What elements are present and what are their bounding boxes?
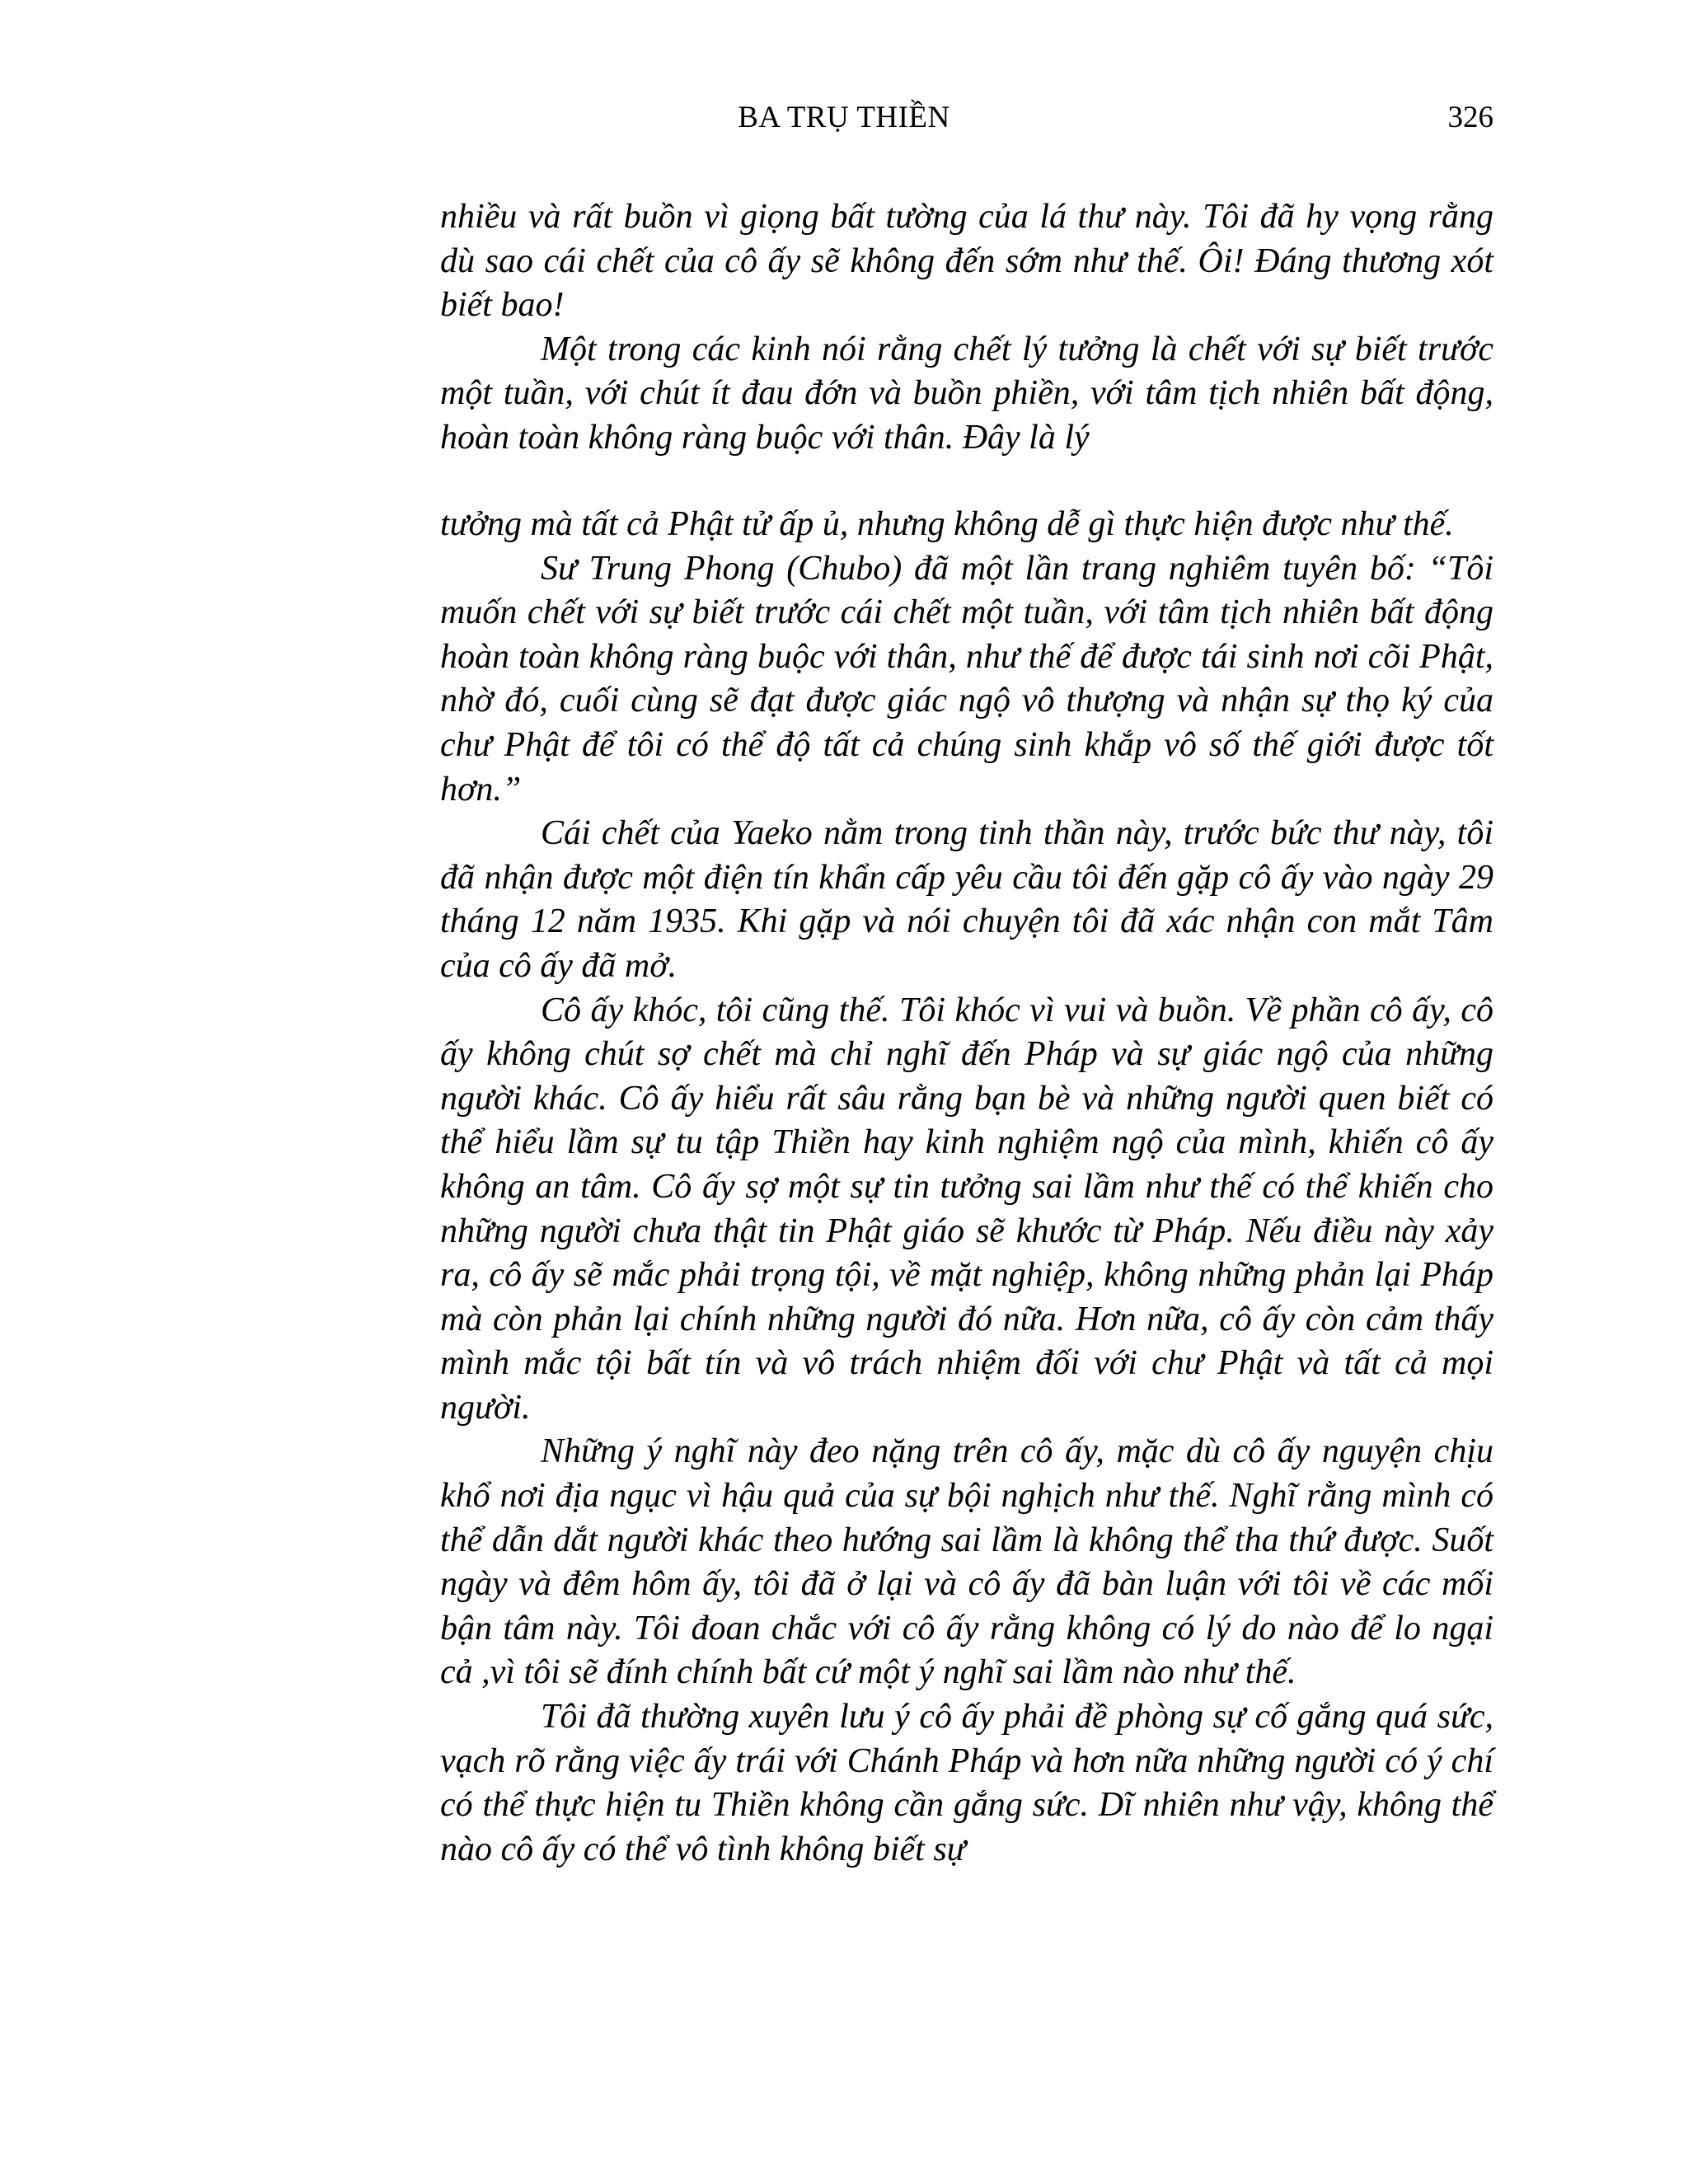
paragraph: Một trong các kinh nói rằng chết lý tưởng là chết với sự biết trước một tuần, với chút ít đau đớn và buồn phiền, với tâm tịch nhiên bất động, hoàn toàn không ràng buộc với thân. Đây là lý [440,330,1493,457]
paragraph: Cái chết của Yaeko nằm trong tinh thần này, trước bức thư này, tôi đã nhận được một điện tín khẩn cấp yêu cầu tôi đến gặp cô ấy vào ngày 29 tháng 12 năm 1935. Khi gặp và nói chuyện tôi đã xác nhận con mắt Tâm của cô ấy đã mở. [440,814,1493,985]
running-header-title: BA TRỤ THIỀN [738,101,950,134]
page-number: 326 [1447,101,1493,134]
paragraph: tưởng mà tất cả Phật tử ấp ủ, nhưng không dễ gì thực hiện được như thế. [440,505,1454,543]
paragraph: Sư Trung Phong (Chubo) đã một lần trang nghiêm tuyên bố: “Tôi muốn chết với sự biết trước cái chết một tuần, với tâm tịch nhiên bất động hoàn toàn không ràng buộc với thân, như thế để được tái sinh nơi cõi Phật, nhờ đó, cuối cùng sẽ đạt được giác ngộ vô thượng và nhận sự thọ ký của chư Phật để tôi có thể độ tất cả chúng sinh khắp vô số thế giới được tốt hơn.” [440,549,1493,808]
text-block-top [440,195,1493,461]
paragraph: Những ý nghĩ này đeo nặng trên cô ấy, mặc dù cô ấy nguyện chịu khổ nơi địa ngục vì hậu quả của sự bội nghịch như thế. Nghĩ rằng mình có thể dẫn dắt người khác theo hướng sai lầm là không thể tha thứ được. Suốt ngày và đêm hôm ấy, tôi đã ở lại và cô ấy đã bàn luận với tôi về các mối bận tâm này. Tôi đoan chắc với cô ấy rằng không có lý do nào để lo ngại cả ,vì tôi sẽ đính chính bất cứ một ý nghĩ sai lầm nào như thế. [440,1432,1493,1692]
text-block-main [440,503,1493,1872]
paragraph: Tôi đã thường xuyên lưu ý cô ấy phải đề phòng sự cố gắng quá sức, vạch rõ rằng việc ấy trái với Chánh Pháp và hơn nữa những người có ý chí có thể thực hiện tu Thiền không cần gắng sức. Dĩ nhiên như vậy, không thể nào cô ấy có thể vô tình không biết sự [440,1698,1493,1868]
paragraph: Cô ấy khóc, tôi cũng thế. Tôi khóc vì vui và buồn. Về phần cô ấy, cô ấy không chút sợ chết mà chỉ nghĩ đến Pháp và sự giác ngộ của những người khác. Cô ấy hiểu rất sâu rằng bạn bè và những người quen biết có thể hiểu lầm sự tu tập Thiền hay kinh nghiệm ngộ của mình, khiến cô ấy không an tâm. Cô ấy sợ một sự tin tưởng sai lầm như thế có thể khiến cho những người chưa thật tin Phật giáo sẽ khước từ Pháp. Nếu điều này xảy ra, cô ấy sẽ mắc phải trọng tội, về mặt nghiệp, không những phản lại Pháp mà còn phản lại chính những người đó nữa. Hơn nữa, cô ấy còn cảm thấy mình mắc tội bất tín và vô trách nhiệm đối với chư Phật và tất cả mọi người. [440,991,1493,1427]
paragraph: nhiều và rất buồn vì giọng bất tường của lá thư này. Tôi đã hy vọng rằng dù sao cái chết của cô ấy sẽ không đến sớm như thế. Ôi! Đáng thương xót biết bao! [440,198,1493,325]
